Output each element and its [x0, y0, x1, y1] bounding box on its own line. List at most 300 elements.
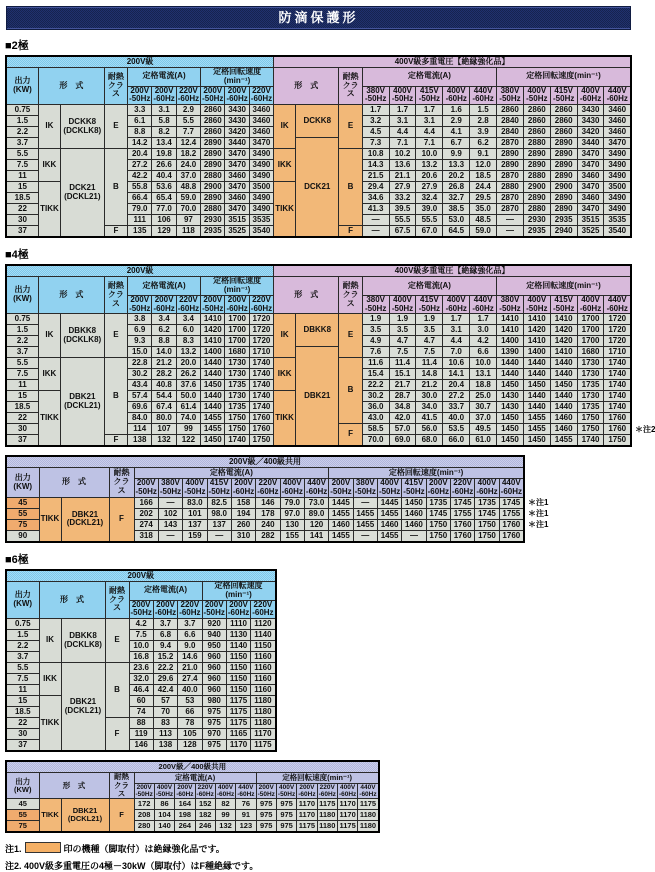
- data-cell: 1.7: [443, 314, 470, 325]
- data-cell: 1740: [604, 402, 631, 413]
- data-cell: 1180: [358, 821, 379, 833]
- data-cell: 4.4: [443, 336, 470, 347]
- data-cell: 118: [176, 226, 200, 238]
- data-cell: 6.7: [443, 138, 470, 149]
- data-cell: 3540: [604, 226, 631, 238]
- voltage-header-cell: 415V -50Hz: [416, 295, 443, 314]
- data-cell: 1730: [577, 391, 604, 402]
- voltage-header-cell: 415V -50Hz: [550, 295, 577, 314]
- table-section-pole6: [5, 551, 632, 752]
- data-cell: 70: [153, 707, 177, 718]
- data-cell: 3460: [604, 127, 631, 138]
- output-cell: 5.5: [6, 663, 39, 674]
- data-cell: 57.0: [389, 424, 416, 435]
- voltage-header-cell: 440V -60Hz: [359, 784, 377, 799]
- table-section-pole6-common: [5, 760, 632, 833]
- data-cell: 3.7: [153, 619, 177, 630]
- data-cell: 21.1: [389, 171, 416, 182]
- data-cell: 3500: [604, 182, 631, 193]
- output-cell: 5.5: [6, 149, 38, 160]
- data-cell: 960: [202, 663, 226, 674]
- table-note: ＊注1: [528, 508, 549, 518]
- data-cell: 42.4: [153, 685, 177, 696]
- data-cell: 194: [231, 508, 255, 519]
- data-cell: 27.9: [389, 182, 416, 193]
- data-cell: 69.6: [128, 402, 152, 413]
- data-cell: 13.6: [389, 160, 416, 171]
- data-cell: 46.4: [129, 685, 153, 696]
- data-cell: 1160: [251, 652, 276, 663]
- header-cell: 形 式: [274, 277, 339, 314]
- data-cell: 38.5: [443, 204, 470, 215]
- data-cell: 1730: [577, 358, 604, 369]
- data-cell: 202: [134, 508, 158, 519]
- data-cell: 3470: [604, 138, 631, 149]
- data-cell: 6.8: [153, 630, 177, 641]
- data-cell: 1.9: [416, 314, 443, 325]
- data-cell: 1445: [377, 497, 401, 508]
- data-cell: 50.0: [176, 391, 200, 402]
- data-cell: 1700: [577, 325, 604, 336]
- data-cell: 36.0: [362, 402, 389, 413]
- data-cell: 1720: [249, 314, 273, 325]
- data-cell: —: [353, 497, 377, 508]
- output-cell: 55: [6, 508, 39, 519]
- data-cell: 1740: [604, 369, 631, 380]
- output-cell: 90: [6, 530, 39, 542]
- data-cell: 67.5: [389, 226, 416, 238]
- header-cell: 形 式: [39, 581, 105, 618]
- header-cell: 形 式: [39, 468, 109, 498]
- table-title-cell: 200V級: [6, 570, 276, 582]
- data-cell: 48.5: [470, 215, 497, 226]
- voltage-header-cell: 200V -50Hz: [202, 294, 224, 313]
- table-wrap: [5, 455, 632, 543]
- data-cell: 69.0: [389, 435, 416, 447]
- data-cell: 1720: [604, 336, 631, 347]
- header-cell: 定格回転速度(min⁻¹): [497, 277, 631, 296]
- data-cell: 26.6: [152, 160, 176, 171]
- data-cell: 43.0: [362, 413, 389, 424]
- data-cell: 1750: [426, 530, 450, 542]
- data-cell: 2890: [523, 160, 550, 171]
- data-cell: 37.6: [176, 380, 200, 391]
- data-cell: 111: [128, 215, 152, 226]
- data-cell: 66.4: [128, 193, 152, 204]
- header-cell: 耐熱 クラス: [109, 773, 134, 799]
- voltage-header-cell: 200V -50Hz: [130, 599, 152, 618]
- output-cell: 0.75: [6, 314, 38, 325]
- data-cell: 1175: [226, 696, 250, 707]
- data-cell: 137: [183, 519, 207, 530]
- data-cell: 155: [280, 530, 304, 542]
- data-cell: 3460: [604, 105, 631, 116]
- data-cell: 980: [202, 696, 226, 707]
- header-cell: 定格電流(A): [362, 68, 496, 87]
- data-cell: 27.2: [128, 160, 152, 171]
- data-cell: 1455: [329, 508, 353, 519]
- data-cell: 79.0: [280, 497, 304, 508]
- data-cell: 9.0: [178, 641, 202, 652]
- voltage-header-cell: 200V -50Hz: [257, 784, 275, 799]
- data-cell: 10.6: [443, 358, 470, 369]
- data-cell: 105: [178, 729, 202, 740]
- data-cell: 27.4: [178, 674, 202, 685]
- header-cell: 定格電流(A): [128, 277, 201, 296]
- header-cell: 形 式: [39, 773, 109, 799]
- data-cell: 3430: [225, 116, 249, 127]
- data-cell: 240: [256, 519, 280, 530]
- data-cell: 86: [154, 799, 174, 810]
- header-cell: 出力 (KW): [6, 581, 39, 618]
- data-cell: 1460: [329, 519, 353, 530]
- form-cell: B: [339, 358, 362, 424]
- data-cell: 1165: [226, 729, 250, 740]
- data-cell: 1.7: [362, 105, 389, 116]
- voltage-header-cell: 200V -60Hz: [154, 599, 177, 618]
- header-cell: 形 式: [38, 277, 104, 314]
- data-cell: 1175: [251, 740, 276, 752]
- data-cell: 3470: [249, 138, 273, 149]
- data-cell: 1420: [550, 336, 577, 347]
- data-cell: 102: [158, 508, 182, 519]
- data-cell: 1735: [475, 497, 499, 508]
- data-cell: 67.4: [152, 402, 176, 413]
- data-cell: 3515: [577, 215, 604, 226]
- data-cell: 1735: [225, 380, 249, 391]
- data-cell: 1450: [402, 497, 426, 508]
- data-cell: 19.8: [152, 149, 176, 160]
- voltage-header-cell: 380V -50Hz: [159, 478, 182, 497]
- data-cell: 113: [153, 729, 177, 740]
- data-cell: 1450: [497, 424, 524, 435]
- output-cell: 22: [6, 718, 39, 729]
- table-note: ＊注1: [528, 497, 549, 507]
- data-cell: 26.8: [443, 182, 470, 193]
- data-cell: 1735: [426, 497, 450, 508]
- form-cell: F: [339, 226, 362, 238]
- data-cell: 1110: [226, 619, 250, 630]
- voltage-header-cell: 200V -60Hz: [176, 784, 194, 799]
- data-cell: 16.8: [129, 652, 153, 663]
- data-cell: 1740: [249, 358, 273, 369]
- data-cell: 20.4: [128, 149, 152, 160]
- data-cell: 6.6: [178, 630, 202, 641]
- data-cell: 1455: [377, 508, 401, 519]
- data-cell: 3460: [225, 171, 249, 182]
- data-cell: 3.9: [470, 127, 497, 138]
- data-cell: 128: [178, 740, 202, 752]
- data-cell: 1710: [249, 347, 273, 358]
- data-cell: 9.1: [470, 149, 497, 160]
- data-cell: 2890: [201, 193, 225, 204]
- data-cell: 15.0: [128, 347, 152, 358]
- data-cell: 1700: [577, 314, 604, 325]
- voltage-header-cell: 220V -60Hz: [250, 294, 273, 313]
- data-cell: 1160: [251, 663, 276, 674]
- data-cell: 152: [195, 799, 215, 810]
- header-cell: 定格電流(A): [128, 68, 201, 87]
- data-cell: 20.2: [443, 171, 470, 182]
- data-cell: 1445: [329, 497, 353, 508]
- data-cell: 132: [152, 435, 176, 447]
- data-cell: 8.3: [176, 336, 200, 347]
- data-cell: 13.2: [416, 160, 443, 171]
- data-cell: 21.2: [416, 380, 443, 391]
- data-cell: 66: [178, 707, 202, 718]
- data-cell: 79.0: [128, 204, 152, 215]
- data-cell: 14.6: [178, 652, 202, 663]
- form-cell: E: [339, 314, 362, 358]
- data-cell: 1755: [499, 508, 524, 519]
- form-cell: B: [104, 149, 127, 226]
- output-cell: 2.2: [6, 641, 39, 652]
- data-cell: 2930: [523, 215, 550, 226]
- data-cell: 1420: [550, 325, 577, 336]
- voltage-header-cell: 440V -60Hz: [305, 478, 328, 497]
- table-wrap: [5, 55, 632, 238]
- data-cell: 1400: [497, 336, 524, 347]
- data-cell: 1180: [251, 718, 276, 729]
- data-cell: 119: [129, 729, 153, 740]
- section-label: ■4極: [5, 249, 29, 262]
- data-cell: 120: [304, 519, 328, 530]
- data-cell: 1740: [249, 380, 273, 391]
- data-cell: 77.0: [152, 204, 176, 215]
- data-cell: 32.7: [443, 193, 470, 204]
- data-cell: 1420: [201, 325, 225, 336]
- data-cell: 1150: [226, 685, 250, 696]
- voltage-header-cell: 200V -60Hz: [227, 599, 250, 618]
- output-cell: 22: [6, 413, 38, 424]
- form-cell: B: [105, 663, 129, 718]
- data-cell: 1740: [604, 391, 631, 402]
- footnote-1-text: 印の機種（脚取付）は絶縁強化品です。: [63, 844, 225, 855]
- data-cell: 1700: [225, 336, 249, 347]
- data-cell: 1745: [426, 508, 450, 519]
- data-cell: 26.2: [176, 369, 200, 380]
- table-title-cell: 200V級: [6, 56, 274, 68]
- data-cell: 12.4: [176, 138, 200, 149]
- data-cell: 82: [215, 799, 235, 810]
- form-cell: F: [104, 226, 127, 238]
- data-cell: 1410: [201, 314, 225, 325]
- page-title-banner: [7, 7, 630, 29]
- header-cell: 耐熱 クラス: [339, 277, 362, 314]
- form-cell: TIKK: [274, 391, 296, 447]
- data-cell: 1170: [297, 799, 317, 810]
- data-cell: 2880: [497, 182, 524, 193]
- form-cell: F: [109, 799, 134, 833]
- data-cell: 2880: [523, 204, 550, 215]
- data-cell: 2880: [201, 171, 225, 182]
- data-cell: 2.8: [470, 116, 497, 127]
- form-cell: DCKK8 (DCKLK8): [60, 105, 104, 149]
- data-cell: 1175: [226, 707, 250, 718]
- data-cell: 4.2: [129, 619, 153, 630]
- data-cell: 3.2: [362, 116, 389, 127]
- table-note: ＊注2: [635, 424, 655, 434]
- data-cell: 89.0: [304, 508, 328, 519]
- data-cell: 1730: [577, 369, 604, 380]
- data-cell: 21.7: [389, 380, 416, 391]
- data-cell: 1440: [550, 391, 577, 402]
- data-cell: 98.0: [207, 508, 231, 519]
- form-cell: F: [104, 435, 127, 447]
- voltage-header-cell: 200V -50Hz: [135, 784, 153, 799]
- data-cell: 41.3: [362, 204, 389, 215]
- header-cell: 定格回転速度(min⁻¹): [201, 277, 274, 296]
- data-cell: 114: [128, 424, 152, 435]
- data-cell: 2860: [201, 127, 225, 138]
- data-cell: 54.4: [152, 391, 176, 402]
- data-cell: 1450: [550, 380, 577, 391]
- data-cell: 1745: [450, 497, 474, 508]
- data-cell: 1.6: [443, 105, 470, 116]
- output-cell: 1.5: [6, 630, 39, 641]
- data-cell: 1455: [523, 413, 550, 424]
- data-cell: 21.2: [152, 358, 176, 369]
- voltage-header-cell: 400V -50Hz: [389, 86, 416, 105]
- data-cell: 10.0: [129, 641, 153, 652]
- data-cell: 2890: [550, 138, 577, 149]
- form-cell: DBK21 (DCKL21): [61, 497, 109, 542]
- data-cell: 73.0: [304, 497, 328, 508]
- data-cell: 130: [280, 519, 304, 530]
- data-cell: 3470: [225, 160, 249, 171]
- output-cell: 30: [6, 729, 39, 740]
- data-cell: 1750: [577, 424, 604, 435]
- header-cell: 耐熱 クラス: [109, 468, 134, 498]
- data-cell: 1730: [225, 391, 249, 402]
- data-cell: 3420: [577, 127, 604, 138]
- data-cell: 24.0: [176, 160, 200, 171]
- spec-table-pole6-common: [5, 760, 380, 833]
- data-cell: 2940: [550, 226, 577, 238]
- data-cell: 1740: [604, 380, 631, 391]
- form-cell: DBK21: [296, 347, 339, 447]
- data-cell: 11.4: [389, 358, 416, 369]
- data-cell: 13.3: [443, 160, 470, 171]
- data-cell: 1440: [550, 369, 577, 380]
- output-cell: 11: [6, 380, 38, 391]
- data-cell: 1455: [353, 519, 377, 530]
- data-cell: 61.0: [470, 435, 497, 447]
- header-cell: 形 式: [274, 68, 339, 105]
- data-cell: 15.2: [153, 652, 177, 663]
- data-cell: 55.5: [416, 215, 443, 226]
- data-cell: 18.2: [176, 149, 200, 160]
- data-cell: 1175: [358, 799, 379, 810]
- data-cell: 2870: [497, 171, 524, 182]
- data-cell: 23.6: [129, 663, 153, 674]
- form-cell: IK: [39, 619, 61, 663]
- data-cell: 1180: [251, 696, 276, 707]
- data-cell: 30.2: [128, 369, 152, 380]
- form-cell: B: [104, 358, 127, 435]
- voltage-header-cell: 220V -60Hz: [451, 478, 474, 497]
- data-cell: 57: [153, 696, 177, 707]
- data-cell: 42.2: [128, 171, 152, 182]
- data-cell: 960: [202, 652, 226, 663]
- voltage-header-cell: 380V -50Hz: [354, 478, 376, 497]
- form-cell: IKK: [274, 358, 296, 391]
- table-section-pole2: [5, 37, 632, 238]
- data-cell: 1730: [225, 358, 249, 369]
- data-cell: 2890: [523, 193, 550, 204]
- data-cell: 99: [176, 424, 200, 435]
- data-cell: 3470: [225, 182, 249, 193]
- data-cell: 101: [183, 508, 207, 519]
- data-cell: 146: [129, 740, 153, 752]
- data-cell: 22.2: [362, 380, 389, 391]
- voltage-header-cell: 400V -60Hz: [577, 86, 604, 105]
- data-cell: 1.7: [416, 105, 443, 116]
- data-cell: 1750: [225, 413, 249, 424]
- data-cell: 1410: [497, 314, 524, 325]
- data-cell: 159: [183, 530, 207, 542]
- data-cell: 960: [202, 685, 226, 696]
- voltage-header-cell: 220V -60Hz: [177, 294, 200, 313]
- data-cell: 6.2: [152, 325, 176, 336]
- data-cell: 3470: [225, 204, 249, 215]
- data-cell: 3490: [604, 171, 631, 182]
- data-cell: 1700: [225, 314, 249, 325]
- output-cell: 3.7: [6, 652, 39, 663]
- data-cell: 6.6: [470, 347, 497, 358]
- voltage-header-cell: 440V -60Hz: [604, 86, 631, 105]
- data-cell: 60: [129, 696, 153, 707]
- data-cell: 3430: [225, 105, 249, 116]
- data-cell: 3490: [604, 160, 631, 171]
- voltage-header-cell: 415V -50Hz: [550, 86, 577, 105]
- data-cell: 2890: [201, 149, 225, 160]
- table-title-cell: 200V級／400級共用: [6, 456, 524, 468]
- data-cell: 35.0: [470, 204, 497, 215]
- data-cell: 70.0: [362, 435, 389, 447]
- voltage-header-cell: 400V -60Hz: [476, 478, 498, 497]
- data-cell: 1740: [249, 402, 273, 413]
- form-cell: B: [339, 149, 362, 226]
- header-cell: 耐熱 クラス: [339, 68, 362, 105]
- data-cell: 76: [236, 799, 256, 810]
- data-cell: 27.2: [443, 391, 470, 402]
- voltage-header-cell: 220V -60Hz: [257, 478, 279, 497]
- data-cell: 4.5: [362, 127, 389, 138]
- data-cell: 172: [134, 799, 154, 810]
- data-cell: 1150: [226, 663, 250, 674]
- data-cell: 7.1: [416, 138, 443, 149]
- data-cell: —: [362, 215, 389, 226]
- data-cell: 1.5: [470, 105, 497, 116]
- data-cell: 1440: [550, 358, 577, 369]
- spec-table-pole6: [5, 569, 277, 752]
- data-cell: 3460: [577, 171, 604, 182]
- form-cell: DBK21 (DCKL21): [60, 358, 104, 447]
- data-cell: 15.4: [362, 369, 389, 380]
- data-cell: 3460: [249, 105, 273, 116]
- data-cell: 7.3: [362, 138, 389, 149]
- voltage-header-cell: 200V -60Hz: [153, 85, 175, 104]
- data-cell: 3.5: [416, 325, 443, 336]
- voltage-header-cell: 400V -50Hz: [277, 784, 296, 799]
- data-cell: 2860: [550, 127, 577, 138]
- data-cell: 920: [202, 619, 226, 630]
- table-section-pole4-common: [5, 455, 632, 543]
- data-cell: 1440: [497, 358, 524, 369]
- output-cell: 15: [6, 182, 38, 193]
- form-cell: IK: [274, 314, 296, 358]
